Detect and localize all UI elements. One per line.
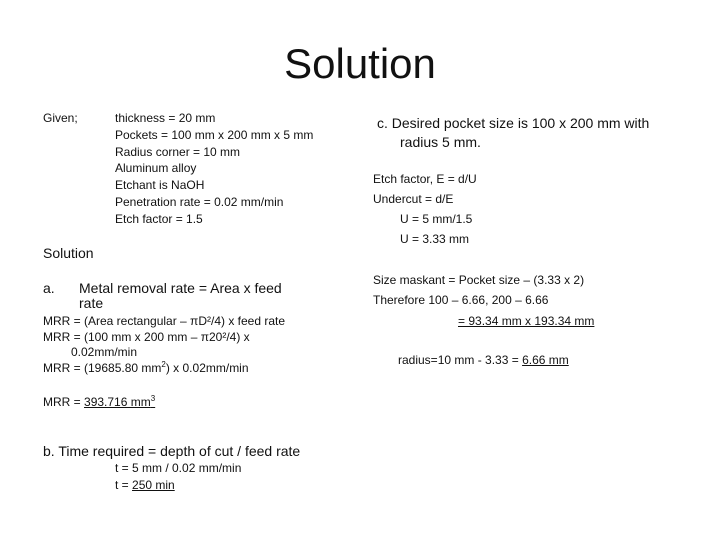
mrr-line2: MRR = (100 mm x 200 mm – π20²/4) x (43, 330, 250, 344)
time-line2: t = 250 min (115, 478, 175, 492)
time-line1: t = 5 mm / 0.02 mm/min (115, 461, 242, 475)
given-item-etch-factor: Etch factor = 1.5 (115, 211, 203, 226)
mrr-line4: MRR = (19685.80 $mm^2$) x 0.02mm/min (43, 360, 249, 375)
part-c-line1: c. Desired pocket size is 100 x 200 mm with (377, 115, 650, 131)
therefore-line: Therefore 100 – 6.66, 200 – 6.66 (373, 293, 549, 307)
solution-heading: Solution (43, 245, 94, 261)
given-item-penetration: Penetration rate = 0.02 mm/min (115, 194, 284, 209)
mrr-result: MRR = 393.716 $mm^3$ (43, 394, 156, 409)
undercut-result-line: U = 3.33 mm (400, 232, 470, 246)
radius-line: radius=10 mm - 3.33 = 6.66 mm (398, 353, 569, 367)
undercut-line: Undercut = d/E (373, 192, 454, 206)
page-title: Solution (284, 40, 436, 87)
given-item-pockets: Pockets = 100 mm x 200 mm x 5 mm (115, 127, 314, 142)
part-a-heading-line2: rate (79, 295, 104, 311)
part-a-marker: a. (43, 280, 55, 296)
undercut-calc-line: U = 5 mm/1.5 (400, 212, 473, 226)
given-item-etchant: Etchant is NaOH (115, 178, 205, 193)
given-list (115, 110, 313, 228)
given-item-material: Aluminum alloy (115, 161, 197, 176)
given-label: Given; (43, 111, 78, 125)
given-item-thickness: thickness = 20 mm (115, 111, 216, 125)
size-result-line: = 93.34 mm x 193.34 mm (458, 314, 595, 328)
part-b-heading: b. Time required = depth of cut / feed rate (43, 443, 301, 459)
etch-factor-line: Etch factor, E = d/U (373, 172, 477, 186)
given-item-radius: Radius corner = 10 mm (115, 144, 241, 159)
part-a-heading-line1: Metal removal rate = Area x feed (79, 280, 282, 296)
part-c-line2: radius 5 mm. (400, 134, 481, 150)
mrr-line3: 0.02mm/min (71, 345, 138, 359)
size-maskant-line: Size maskant = Pocket size – (3.33 x 2) (373, 273, 585, 287)
mrr-line1: MRR = (Area rectangular – πD²/4) x feed rate (43, 314, 286, 328)
